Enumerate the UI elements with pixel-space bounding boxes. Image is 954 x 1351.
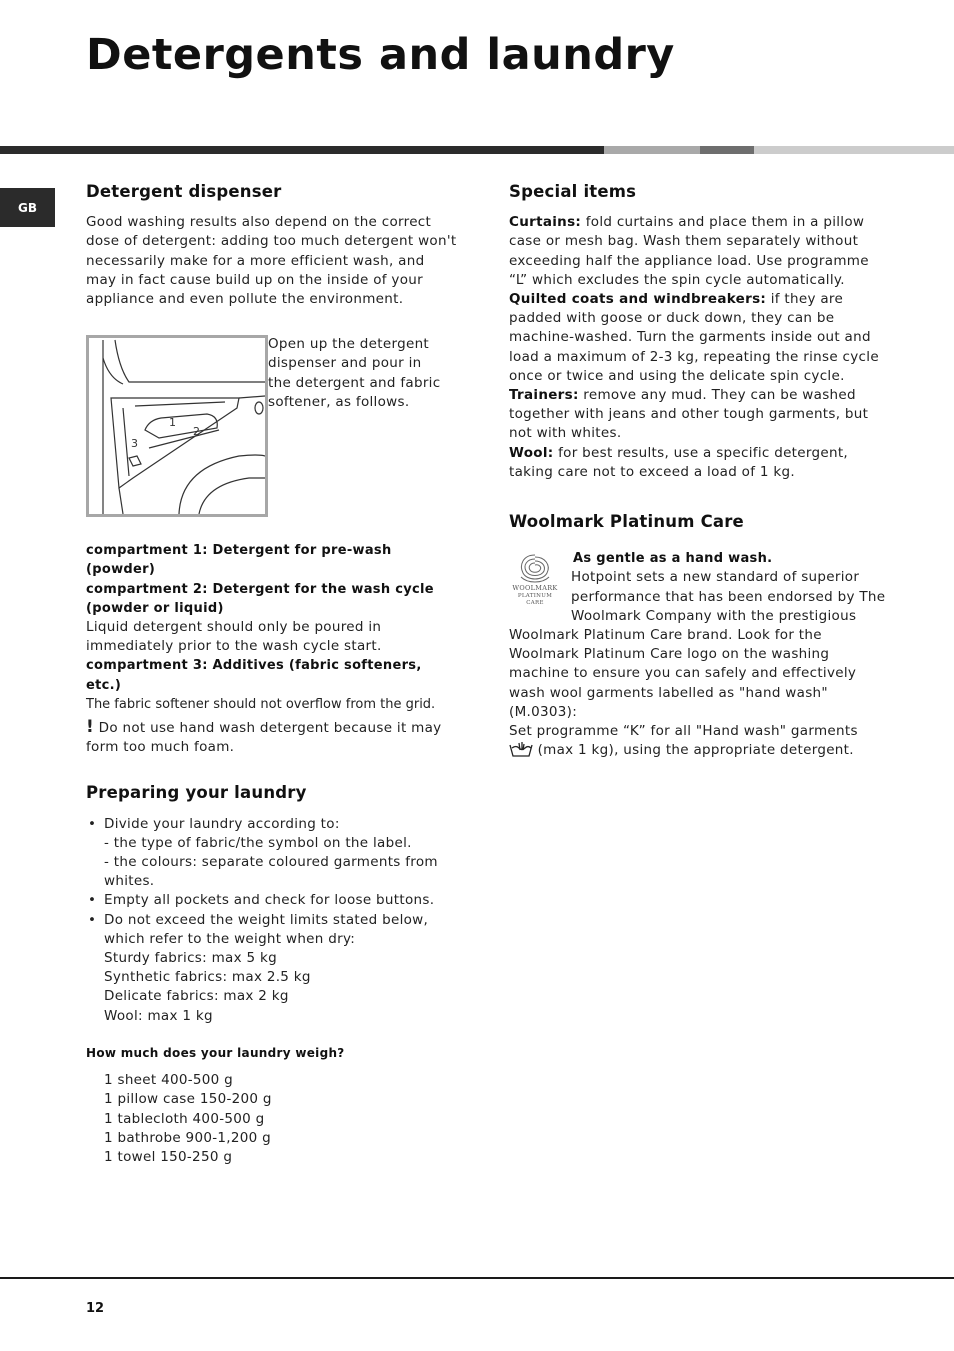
programme-text: Set programme “K” for all "Hand wash" garments xyxy=(509,723,858,740)
weight-limit: Delicate fabrics: max 2 kg xyxy=(104,988,289,1005)
preparing-list xyxy=(86,815,458,1026)
header-bar-dark xyxy=(0,146,604,154)
header-bar-dark2 xyxy=(700,146,754,154)
woolmark-logo-word-3: CARE xyxy=(526,600,544,607)
left-column xyxy=(86,182,458,1167)
woolmark-tagline: As gentle as a hand wash. xyxy=(573,551,773,567)
list-item xyxy=(86,815,458,892)
dispenser-illustration xyxy=(86,335,268,517)
compartment-3-title: compartment 3: Additives (fabric softeners, etc.) xyxy=(86,658,422,693)
compartment-label-3: 3 xyxy=(131,437,139,451)
dispenser-figure-row xyxy=(86,335,458,517)
weight-item: 1 sheet 400-500 g xyxy=(104,1072,234,1089)
compartment-label-2: 2 xyxy=(193,425,201,439)
programme-tail: (max 1 kg), using the appropriate detergent. xyxy=(533,742,854,759)
detergent-drawer-drawing xyxy=(89,338,265,514)
quilted-label: Quilted coats and windbreakers: xyxy=(509,291,767,308)
trainers-text: remove any mud. They can be washed together with jeans and other tough garments, but not with whites. xyxy=(509,387,869,442)
weights-list xyxy=(86,1071,458,1167)
wool-text: for best results, use a specific detergent, taking care not to exceed a load of 1 kg. xyxy=(509,444,848,480)
hand-wash-icon xyxy=(509,741,533,757)
bullet-text: Do not exceed the weight limits stated below, which refer to the weight when dry: xyxy=(104,911,429,947)
page-title: Detergents and laundry xyxy=(86,30,675,80)
wool-paragraph xyxy=(509,444,887,482)
bullet-text: Empty all pockets and check for loose buttons. xyxy=(104,892,435,909)
warning-text: Do not use hand wash detergent because it may form too much foam. xyxy=(86,720,442,756)
quilted-text: if they are padded with goose or duck down, they can be machine-washed. Turn the garments inside out and load a maximum of 2-3 kg, repeating the rinse cycle once or twice and using the delicate spin cycle. xyxy=(509,291,879,384)
woolmark-block xyxy=(509,549,887,760)
weight-limit: Wool: max 1 kg xyxy=(104,1007,213,1024)
compartment-1-title: compartment 1: Detergent for pre-wash (powder) xyxy=(86,543,392,578)
quilted-paragraph xyxy=(509,290,887,386)
woolmark-logo-word-2: PLATINUM xyxy=(517,593,553,600)
woolmark-logo xyxy=(509,551,561,607)
header-bar-light xyxy=(754,146,954,154)
compartment-label-1: 1 xyxy=(169,416,177,430)
bullet-text: Divide your laundry according to: xyxy=(104,815,340,832)
weigh-question: How much does your laundry weigh? xyxy=(86,1045,345,1060)
curtains-paragraph xyxy=(509,213,887,290)
detergent-dispenser-heading: Detergent dispenser xyxy=(86,182,282,201)
list-item xyxy=(86,891,458,910)
list-item xyxy=(86,911,458,1026)
woolmark-logo-word-1: WOOLMARK xyxy=(512,584,558,593)
wool-label: Wool: xyxy=(509,444,554,461)
bullet-subtext: - the type of fabric/the symbol on the label. xyxy=(104,834,412,851)
warning-note xyxy=(86,718,458,757)
trainers-paragraph xyxy=(509,386,887,444)
weight-item: 1 bathrobe 900-1,200 g xyxy=(104,1129,271,1146)
header-bar-mid xyxy=(604,146,700,154)
compartment-2-title: compartment 2: Detergent for the wash cycle (powder or liquid) xyxy=(86,581,434,616)
language-tab: GB xyxy=(0,188,55,227)
woolmark-programme xyxy=(509,722,887,760)
woolmark-heading: Woolmark Platinum Care xyxy=(509,512,744,532)
trainers-label: Trainers: xyxy=(509,387,579,404)
bullet-subtext: - the colours: separate coloured garments from whites. xyxy=(104,854,438,890)
weight-item: 1 pillow case 150-200 g xyxy=(104,1091,272,1108)
dispenser-figure-text: Open up the detergent dispenser and pour in the detergent and fabric softener, as follows. xyxy=(268,336,441,410)
compartment-2-text: Liquid detergent should only be poured in immediately prior to the wash cycle start. xyxy=(86,619,382,655)
dispenser-intro: Good washing results also depend on the correct dose of detergent: adding too much detergent won't necessarily make for a more efficient wash, and may in fact cause build up on the inside of your appliance and even pollute the environment. xyxy=(86,214,457,308)
warning-icon: ! xyxy=(86,717,95,738)
preparing-laundry-heading: Preparing your laundry xyxy=(86,783,307,803)
curtains-label: Curtains: xyxy=(509,214,582,231)
special-items-heading: Special items xyxy=(509,182,637,201)
footer-rule xyxy=(0,1277,954,1279)
weight-limit: Sturdy fabrics: max 5 kg xyxy=(104,950,277,967)
weight-item: 1 tablecloth 400-500 g xyxy=(104,1110,265,1127)
compartments-block xyxy=(86,541,458,757)
weight-limit: Synthetic fabrics: max 2.5 kg xyxy=(104,969,311,986)
weight-item: 1 towel 150-250 g xyxy=(104,1148,233,1165)
woolmark-text: Hotpoint sets a new standard of superior performance that has been endorsed by The Woolmark Company with the prestigious Woolmark Platinum Care brand. Look for the Woolmark Platinum Care logo on the washing machine to ensure you can safely and effectively wash wool garments labelled as "hand wash" (M.0303): xyxy=(509,569,886,720)
page-number: 12 xyxy=(86,1301,105,1316)
curtains-text: fold curtains and place them in a pillow case or mesh bag. Wash them separately without exceeding half the appliance load. Use programme “L” which excludes the spin cycle automatically. xyxy=(509,214,869,288)
compartment-3-text: The fabric softener should not overflow from the grid. xyxy=(86,696,436,712)
right-column xyxy=(509,182,887,760)
